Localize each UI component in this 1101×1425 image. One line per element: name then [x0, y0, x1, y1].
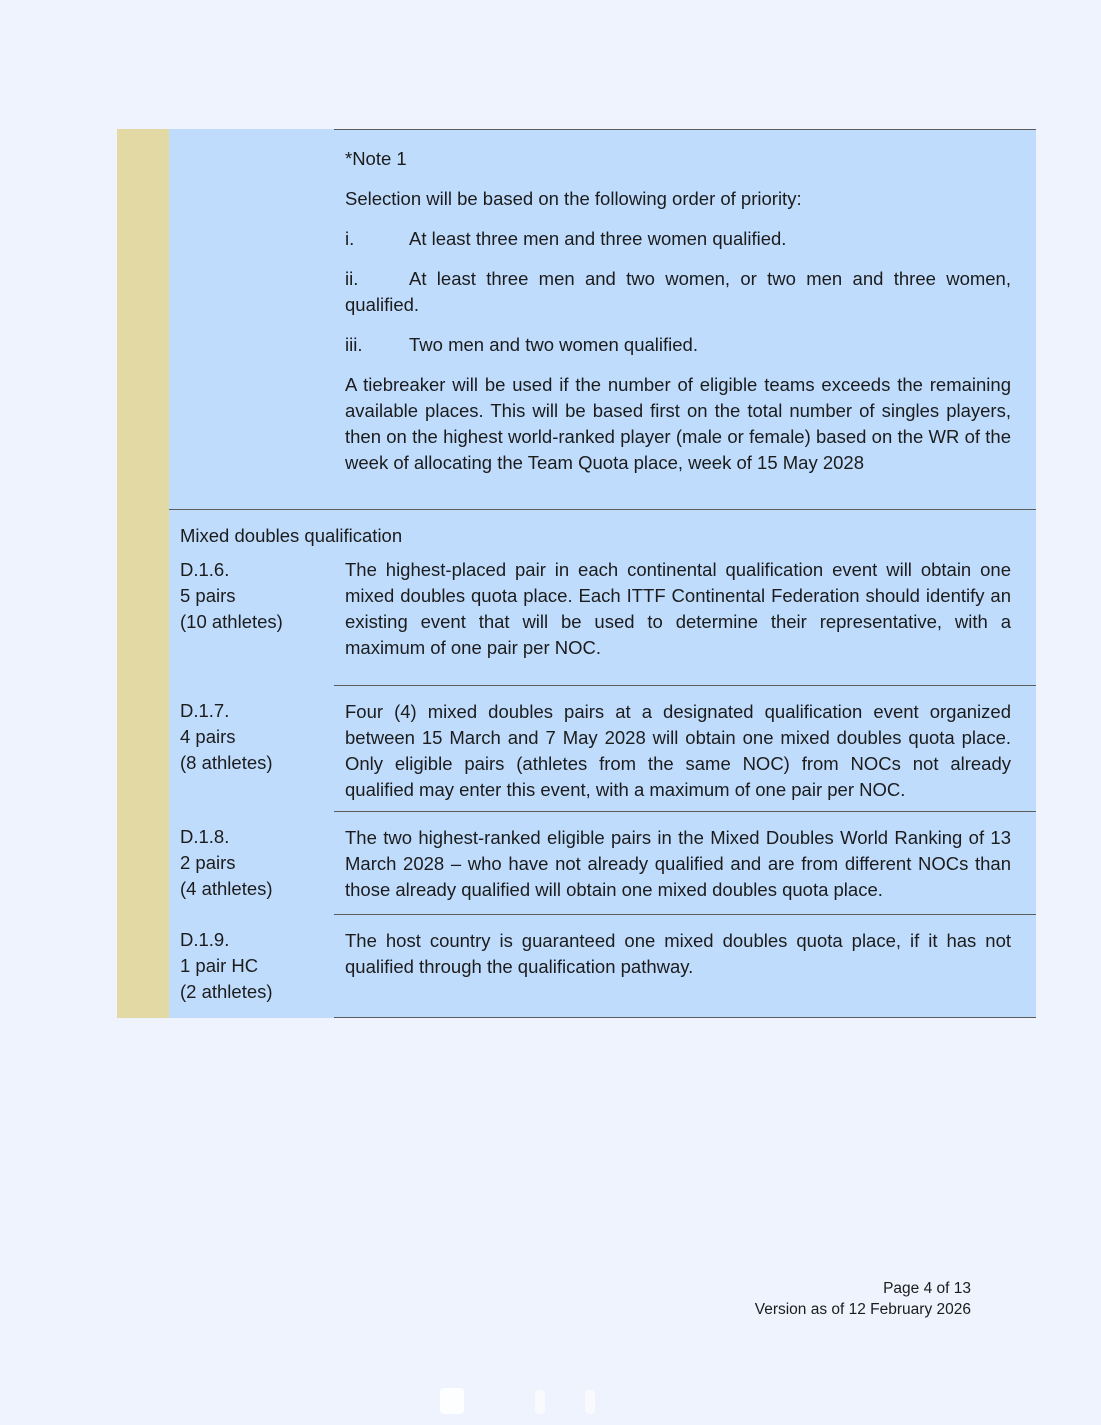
- row-label: [169, 811, 334, 914]
- page-footer: [755, 1278, 971, 1320]
- toolbar-icon: [535, 1390, 545, 1414]
- note-row: [117, 129, 1036, 509]
- row-quantity: 4 pairs: [180, 726, 236, 747]
- row-athletes: (4 athletes): [180, 878, 273, 899]
- qualification-row: [117, 811, 1036, 914]
- row-label: [169, 914, 334, 1018]
- row-code: D.1.8.: [180, 826, 230, 847]
- list-text: At least three men and three women qualified.: [409, 228, 787, 249]
- row-text: The host country is guaranteed one mixed doubles quota place, if it has not qualified through the qualification pathway.: [345, 930, 1011, 977]
- qualification-row: [117, 557, 1036, 685]
- margin-stripe: [117, 129, 169, 509]
- row-text-cell: [334, 685, 1036, 811]
- toolbar-icon: [585, 1390, 595, 1414]
- row-code: D.1.7.: [180, 700, 230, 721]
- list-item: [345, 226, 1011, 252]
- document-table: [117, 129, 1036, 1018]
- list-number: iii.: [345, 334, 363, 355]
- tiebreaker-paragraph: A tiebreaker will be used if the number of eligible teams exceeds the remaining available places. This will be based first on the total number of singles players, then on the highest world-ranked player (male or female) based on the WR of the week of allocating the Team Quota place, week of 15 May 2028: [345, 374, 1011, 473]
- note-label-cell: [169, 129, 334, 509]
- divider: [169, 509, 1036, 510]
- row-code: D.1.6.: [180, 559, 230, 580]
- list-number: i.: [345, 228, 355, 249]
- row-text: Four (4) mixed doubles pairs at a designated qualification event organized between 15 March and 7 May 2028 will obtain one mixed doubles quota place. Only eligible pairs (athletes from the same NOC) from NOCs not already qualified may enter this event, with a maximum of one pair per NOC.: [345, 701, 1011, 800]
- row-label: [169, 557, 334, 685]
- version-date: Version as of 12 February 2026: [754, 1301, 971, 1318]
- row-quantity: 1 pair HC: [180, 955, 259, 976]
- row-text-cell: [334, 557, 1036, 685]
- row-athletes: (10 athletes): [180, 611, 283, 632]
- note-body-cell: [334, 129, 1036, 509]
- margin-stripe: [117, 811, 169, 914]
- list-item: [345, 266, 1011, 318]
- row-athletes: (8 athletes): [180, 752, 273, 773]
- list-text: At least three men and two women, or two men and three women, qualified.: [345, 268, 1011, 315]
- row-text: The two highest-ranked eligible pairs in the Mixed Doubles World Ranking of 13 March 2028 – who have not already qualified and are from different NOCs than those already qualified will obtain one mixed doubles quota place.: [345, 827, 1011, 900]
- row-label: [169, 685, 334, 811]
- list-item: [345, 332, 1011, 358]
- list-number: ii.: [345, 268, 359, 289]
- row-quantity: 2 pairs: [180, 852, 236, 873]
- row-text-cell: [334, 914, 1036, 1018]
- list-text: Two men and two women qualified.: [409, 334, 698, 355]
- margin-stripe: [117, 509, 169, 557]
- qualification-row: [117, 685, 1036, 811]
- row-text: The highest-placed pair in each continental qualification event will obtain one mixed doubles quota place. Each ITTF Continental Federation should identify an existing event that will be used to determine their representative, with a maximum of one pair per NOC.: [345, 559, 1011, 658]
- margin-stripe: [117, 557, 169, 685]
- margin-stripe: [117, 914, 169, 1018]
- toolbar-icon: [440, 1388, 464, 1414]
- row-text-cell: [334, 811, 1036, 914]
- section-heading: Mixed doubles qualification: [169, 509, 1036, 557]
- note-intro: Selection will be based on the following order of priority:: [345, 188, 802, 209]
- row-code: D.1.9.: [180, 929, 230, 950]
- blurred-toolbar: [440, 1380, 670, 1416]
- qualification-row: [117, 914, 1036, 1018]
- margin-stripe: [117, 685, 169, 811]
- note-title: *Note 1: [345, 148, 407, 169]
- section-heading-row: [117, 509, 1036, 557]
- page-number: Page 4 of 13: [883, 1280, 971, 1297]
- row-quantity: 5 pairs: [180, 585, 236, 606]
- row-athletes: (2 athletes): [180, 981, 273, 1002]
